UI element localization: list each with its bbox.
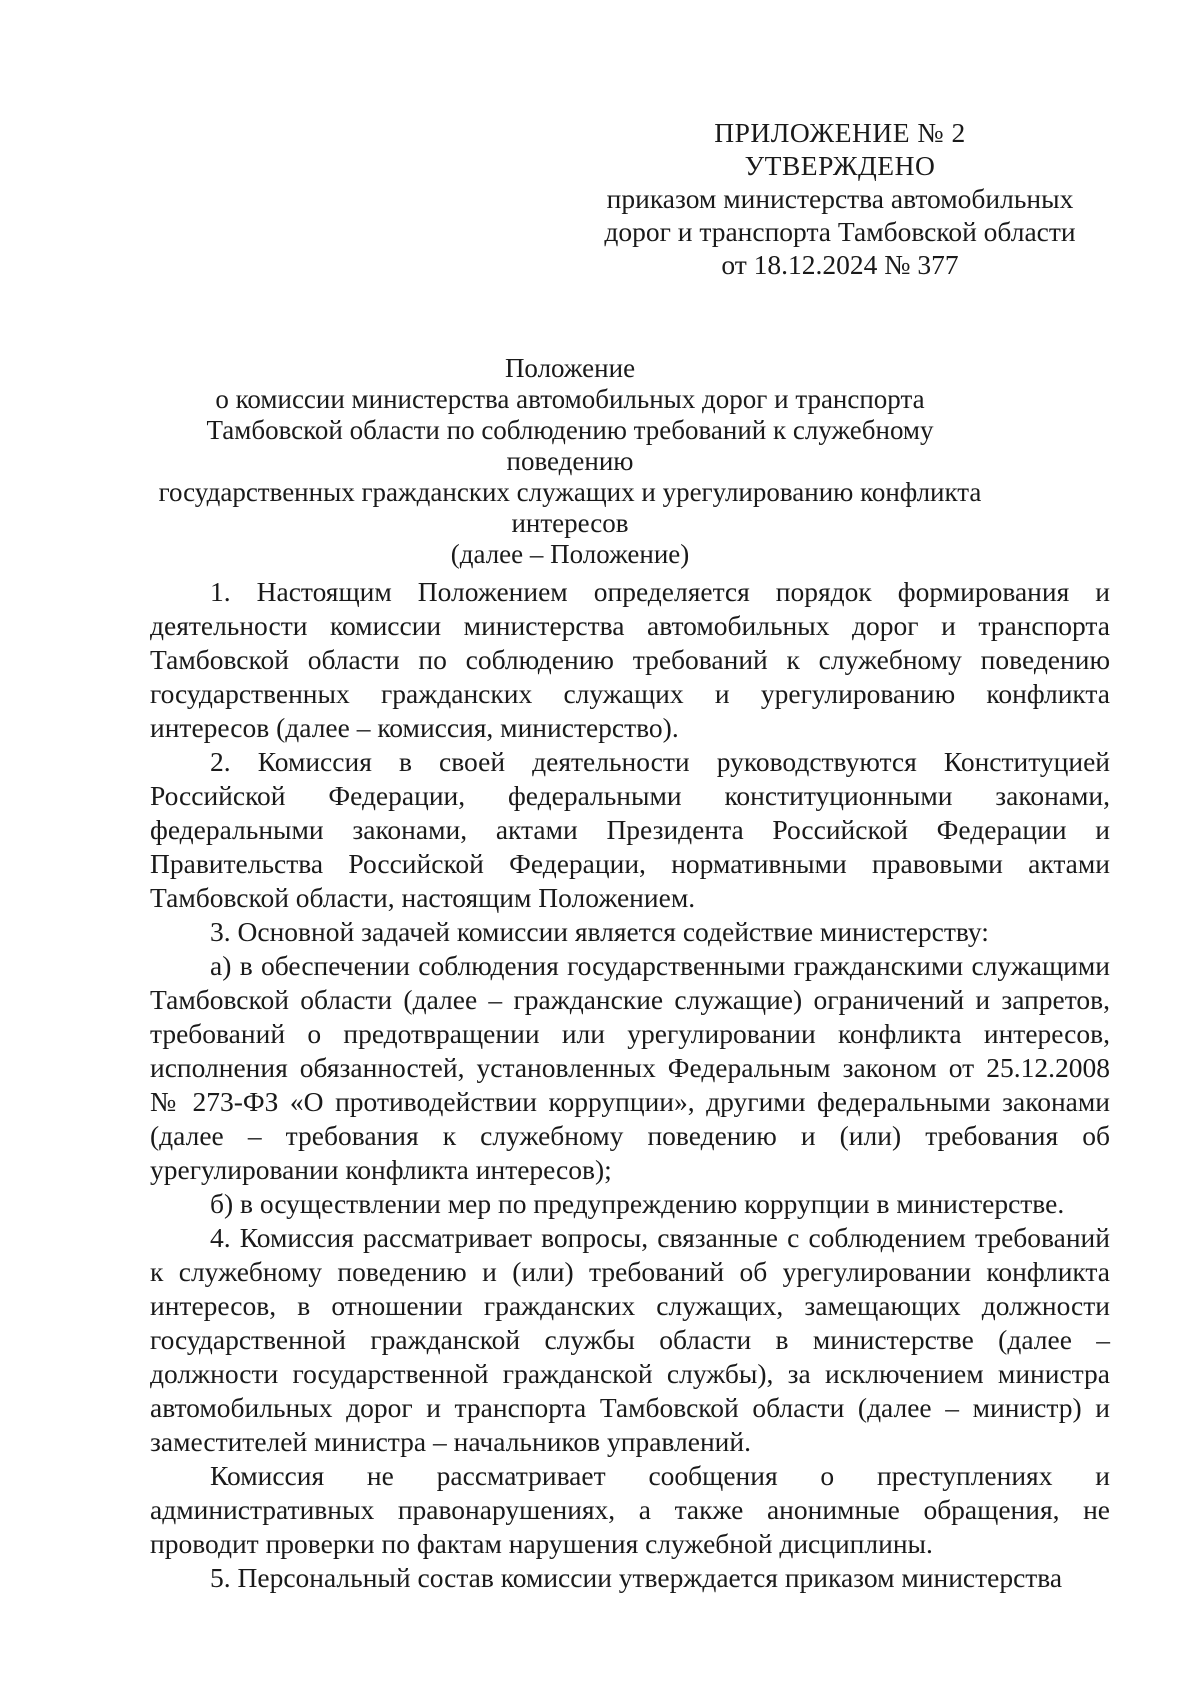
paragraph-3b: б) в осуществлении мер по предупреждению коррупции в министерстве. bbox=[210, 1188, 1065, 1219]
document-title bbox=[150, 353, 990, 570]
paragraph-3a: а) в обеспечении соблюдения государственными гражданскими служащими Тамбовской области (далее – гражданские служащие) ограничений и запретов, требований о предотвращении или урегулировании конфликта интересов, исполнения обязанностей, установленных Федеральным законом от 25.12.2008 № 273-ФЗ «О противодействии коррупции», другими федеральными законами (далее – требования к служебному поведению и (или) требования об урегулировании конфликта интересов); bbox=[150, 950, 1110, 1185]
order-line: дорог и транспорта Тамбовской области bbox=[604, 216, 1076, 247]
title-line: Тамбовской области по соблюдению требований к служебному поведению bbox=[206, 415, 934, 476]
approval-block bbox=[560, 116, 1120, 281]
paragraph-1: 1. Настоящим Положением определяется порядок формирования и деятельности комиссии министерства автомобильных дорог и транспорта Тамбовской области по соблюдению требований к служебному поведению государственных гражданских служащих и урегулированию конфликта интересов (далее – комиссия, министерство). bbox=[150, 576, 1110, 743]
paragraph-2: 2. Комиссия в своей деятельности руководствуются Конституцией Российской Федерации, федеральными конституционными законами, федеральными законами, актами Президента Российской Федерации и Правительства Российской Федерации, нормативными правовыми актами Тамбовской области, настоящим Положением. bbox=[150, 746, 1110, 913]
title-line: о комиссии министерства автомобильных дорог и транспорта bbox=[215, 384, 925, 414]
paragraph-3: 3. Основной задачей комиссии является содействие министерству: bbox=[210, 916, 989, 947]
paragraph-4: 4. Комиссия рассматривает вопросы, связанные с соблюдением требований к служебному поведению и (или) требований об урегулировании конфликта интересов, в отношении гражданских служащих, замещающих должности государственной гражданской службы области в министерстве (далее – должности государственной гражданской службы), за исключением министра автомобильных дорог и транспорта Тамбовской области (далее – министр) и заместителей министра – начальников управлений. bbox=[150, 1222, 1110, 1457]
title-line: Положение bbox=[504, 353, 636, 383]
title-line: государственных гражданских служащих и урегулированию конфликта bbox=[158, 477, 982, 507]
paragraph-4-note: Комиссия не рассматривает сообщения о преступлениях и административных правонарушениях, а также анонимные обращения, не проводит проверки по фактам нарушения служебной дисциплины. bbox=[150, 1460, 1110, 1559]
paragraph-5: 5. Персональный состав комиссии утверждается приказом министерства bbox=[210, 1562, 1063, 1593]
order-line: приказом министерства автомобильных bbox=[606, 183, 1074, 214]
document-body bbox=[150, 575, 1110, 1595]
title-line: интересов bbox=[511, 508, 629, 538]
approved-label: УТВЕРЖДЕНО bbox=[744, 150, 936, 181]
order-date: от 18.12.2024 № 377 bbox=[721, 249, 959, 280]
appendix-label: ПРИЛОЖЕНИЕ № 2 bbox=[714, 117, 966, 148]
title-line: (далее – Положение) bbox=[450, 539, 690, 569]
